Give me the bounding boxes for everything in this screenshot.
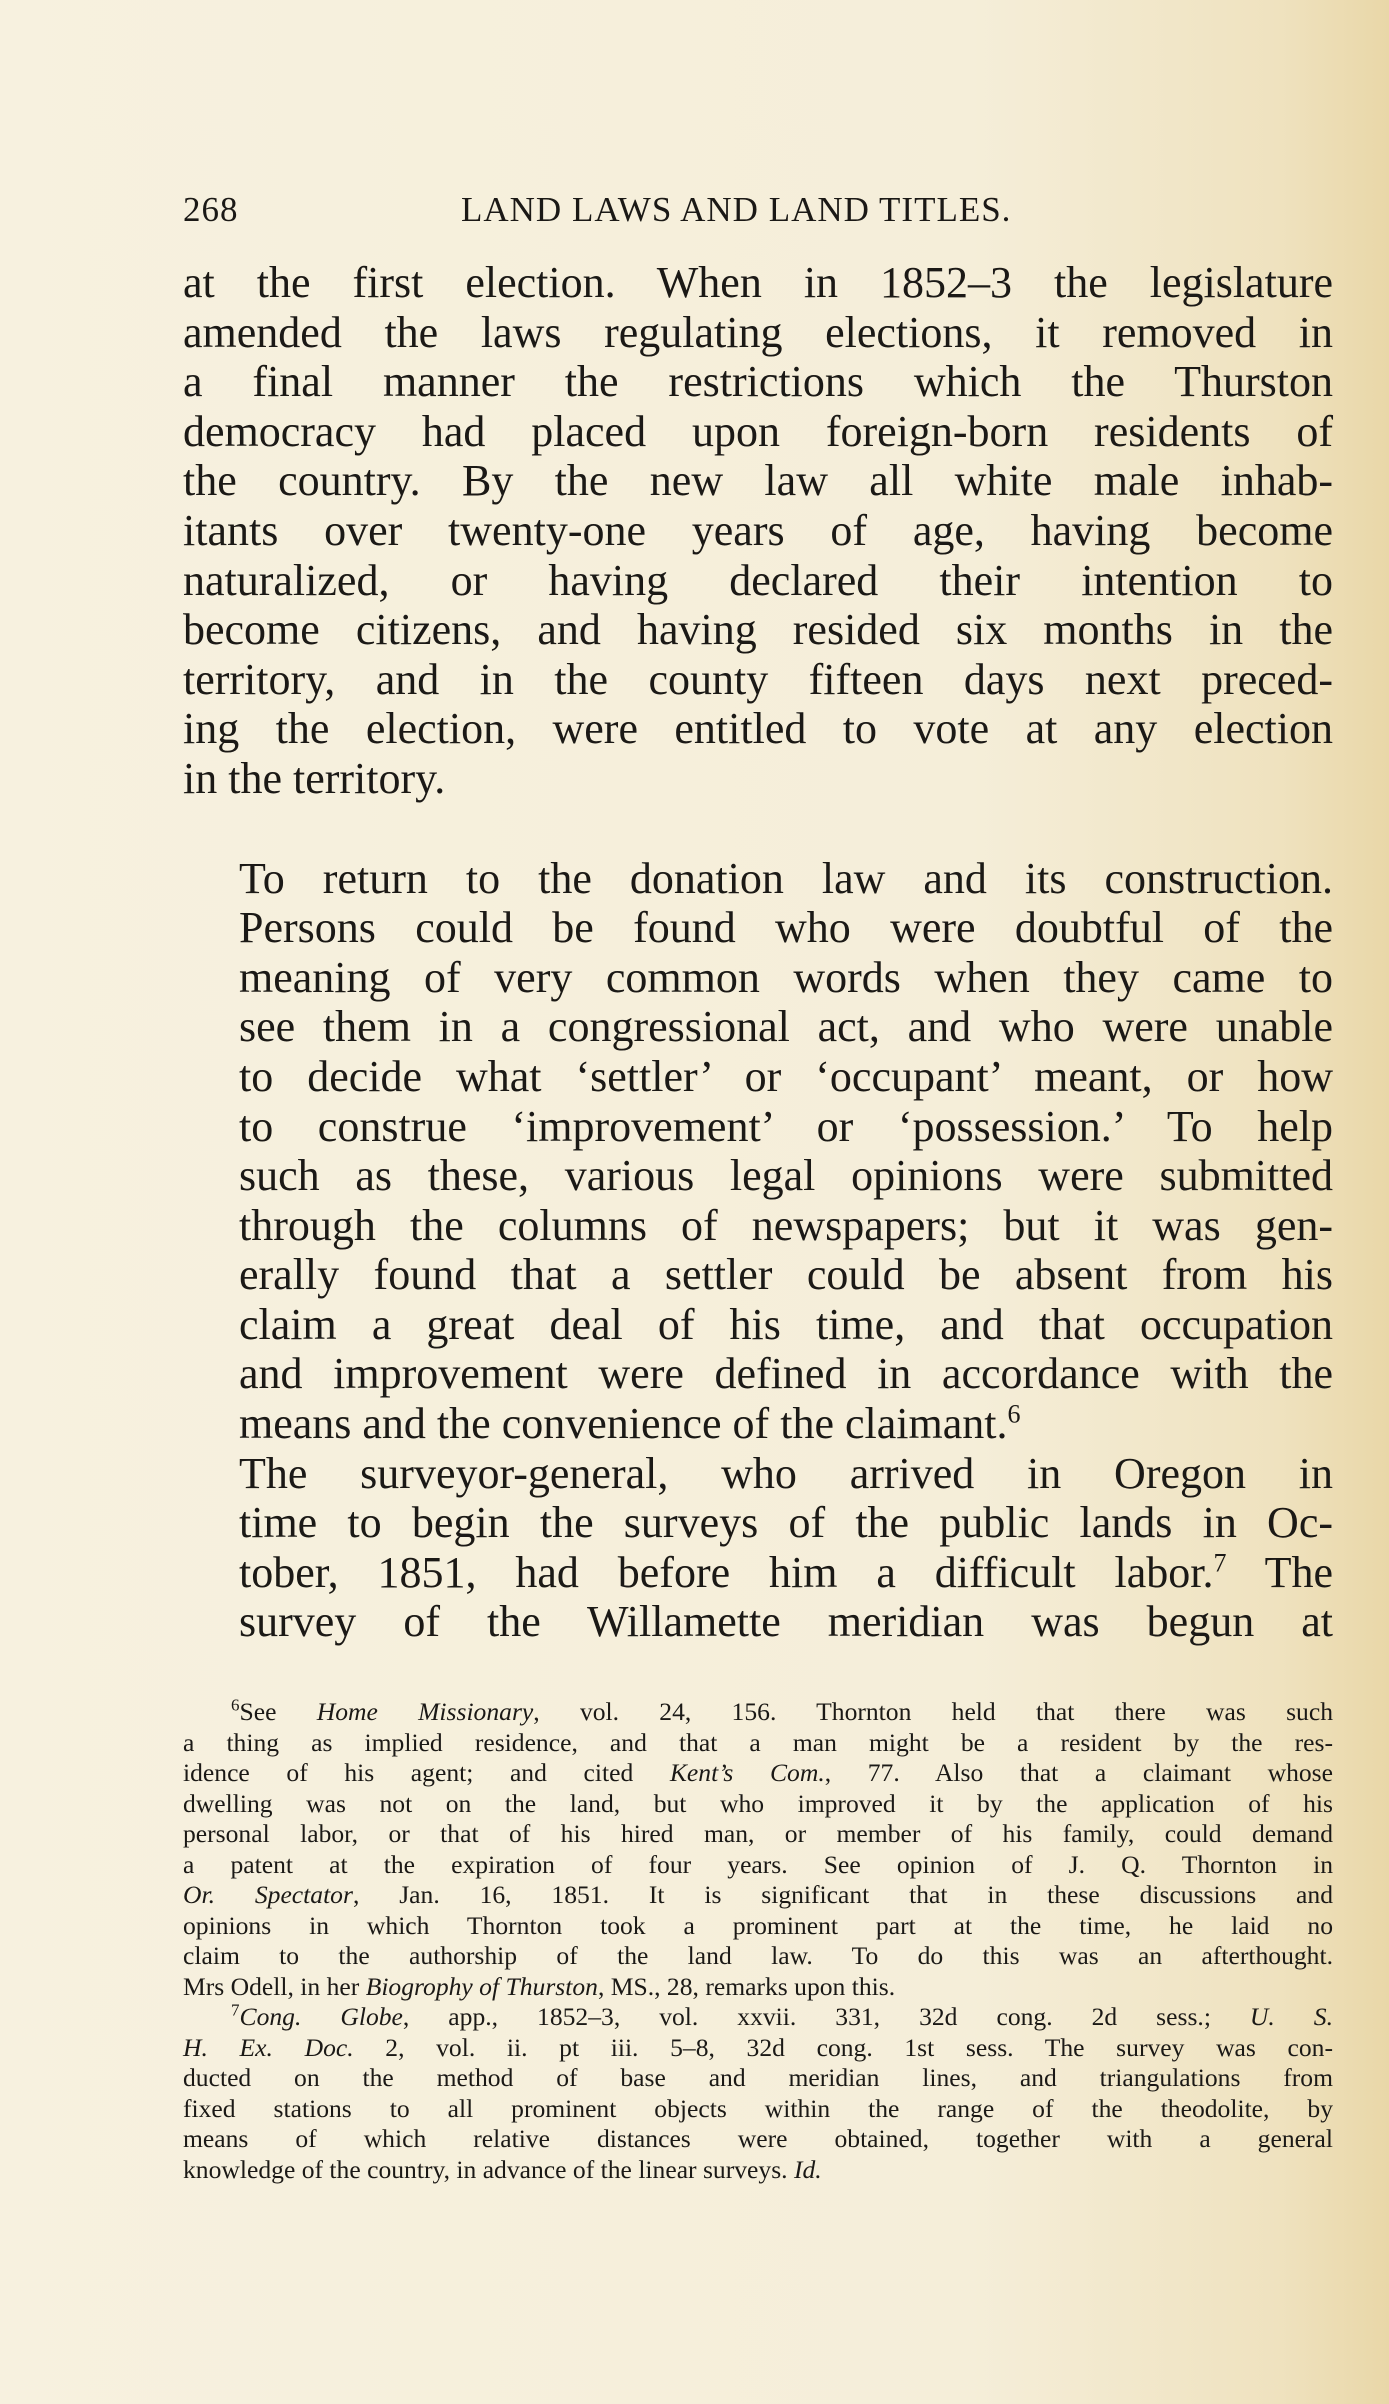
body-line: [183, 1399, 1333, 1449]
footnote-line: Mrs Odell, in her Biogrophy of Thurston, MS., 28, remarks upon this.: [183, 1971, 896, 2001]
footnote-line: Or. Spectator, Jan. 16, 1851. It is significant that in these discussions and: [183, 1880, 1333, 1909]
body-line: and improvement were defined in accordance with the: [239, 1349, 1333, 1399]
footnote-ref-6[interactable]: 6: [1007, 1399, 1021, 1429]
body-line: naturalized, or having declared their intention to: [183, 555, 1333, 605]
footnote-line: idence of his agent; and cited Kent’s Com., 77. Also that a claimant whose: [183, 1758, 1333, 1787]
citation-title: Id.: [793, 2154, 822, 2184]
body-text: [183, 258, 1333, 1647]
page-number: 268: [183, 190, 239, 229]
footnote-marker: 7: [231, 2000, 240, 2020]
running-title: LAND LAWS AND LAND TITLES.: [461, 190, 1012, 229]
footnote-line: personal labor, or that of his hired man, or member of his family, could demand: [183, 1819, 1333, 1848]
body-line: survey of the Willamette meridian was begun at: [239, 1597, 1333, 1647]
footnote-marker: 6: [231, 1695, 240, 1715]
footnote-line: fixed stations to all prominent objects within the range of the theodolite, by: [183, 2093, 1333, 2123]
footnote-line: dwelling was not on the land, but who improved it by the application of his: [183, 1788, 1333, 1818]
body-line: Persons could be found who were doubtful of the: [239, 903, 1333, 953]
citation-title: Biogrophy of Thurston: [365, 1971, 598, 2001]
footnote-line: a patent at the expiration of four years. See opinion of J. Q. Thornton in: [183, 1849, 1333, 1879]
body-line: to construe ‘improvement’ or ‘possession.’ To help: [239, 1101, 1333, 1151]
body-line: erally found that a settler could be absent from his: [239, 1250, 1333, 1300]
body-line: time to begin the surveys of the public lands in Oc-: [239, 1498, 1333, 1548]
body-line: in the territory.: [183, 753, 446, 803]
page-header: [183, 190, 1333, 238]
body-line: meaning of very common words when they came to: [239, 952, 1333, 1002]
body-line: territory, and in the county fifteen days next preced-: [183, 654, 1333, 704]
citation-title: U. S.: [1249, 2002, 1333, 2031]
citation-title: Cong. Globe: [239, 2002, 403, 2031]
body-line: through the columns of newspapers; but it was gen-: [239, 1200, 1333, 1250]
footnote-line: claim to the authorship of the land law. To do this was an afterthought.: [183, 1941, 1333, 1970]
body-line: such as these, various legal opinions were submitted: [239, 1151, 1333, 1201]
body-line: amended the laws regulating elections, it removed in: [183, 307, 1333, 357]
body-line: claim a great deal of his time, and that occupation: [239, 1299, 1333, 1349]
citation-title: Or. Spectator: [183, 1880, 353, 1909]
body-line: To return to the donation law and its construction.: [239, 853, 1333, 903]
footnote-line: knowledge of the country, in advance of the linear surveys. Id.: [183, 2154, 822, 2184]
footnote-line: ducted on the method of base and meridian lines, and triangulations from: [183, 2063, 1333, 2092]
footnote-6: [183, 1697, 1333, 2002]
paragraph-3: [183, 1449, 1333, 1647]
citation-title: Home Missionary: [316, 1697, 534, 1726]
footnote-line: a thing as implied residence, and that a man might be a resident by the res-: [183, 1727, 1333, 1757]
citation-title: H. Ex. Doc.: [183, 2032, 354, 2062]
citation-title: Kent’s Com.: [669, 1758, 825, 1787]
body-line-text: means and the convenience of the claimant.: [239, 1399, 1008, 1449]
body-line: The surveyor-general, who arrived in Oregon in: [239, 1448, 1333, 1498]
paragraph-2: [183, 854, 1333, 1449]
footnotes: [183, 1697, 1333, 2185]
body-line: become citizens, and having resided six months in the: [183, 605, 1333, 655]
body-line-text: The: [1226, 1547, 1333, 1597]
footnote-line: means of which relative distances were obtained, together with a general: [183, 2124, 1333, 2153]
body-line: democracy had placed upon foreign-born residents of: [183, 406, 1333, 456]
footnote-line: $^6$See Home Missionary, vol. 24, 156. Thornton held that there was such: [231, 1695, 1333, 1726]
body-line: [183, 1548, 1333, 1598]
body-line: itants over twenty-one years of age, having become: [183, 505, 1333, 555]
body-line: to decide what ‘settler’ or ‘occupant’ meant, or how: [239, 1051, 1333, 1101]
paragraph-1: [183, 258, 1333, 804]
footnote-line: H. Ex. Doc. 2, vol. ii. pt iii. 5–8, 32d cong. 1st sess. The survey was con-: [183, 2032, 1334, 2062]
body-line: ing the election, were entitled to vote at any election: [183, 704, 1333, 754]
footnote-7: [183, 2002, 1333, 2185]
footnote-line: $^7$Cong. Globe, app., 1852–3, vol. xxvii. 331, 32d cong. 2d sess.; U. S.: [231, 2000, 1333, 2031]
body-line: the country. By the new law all white male inhab-: [183, 456, 1333, 506]
body-line: see them in a congressional act, and who were unable: [239, 1002, 1333, 1052]
footnote-ref-7[interactable]: 7: [1213, 1548, 1227, 1578]
body-line: a final manner the restrictions which the Thurston: [183, 357, 1333, 407]
body-line: at the first election. When in 1852–3 the legislature: [183, 258, 1333, 307]
body-line-text: tober, 1851, had before him a difficult labor.: [239, 1547, 1214, 1597]
footnote-line: opinions in which Thornton took a prominent part at the time, he laid no: [183, 1910, 1333, 1940]
